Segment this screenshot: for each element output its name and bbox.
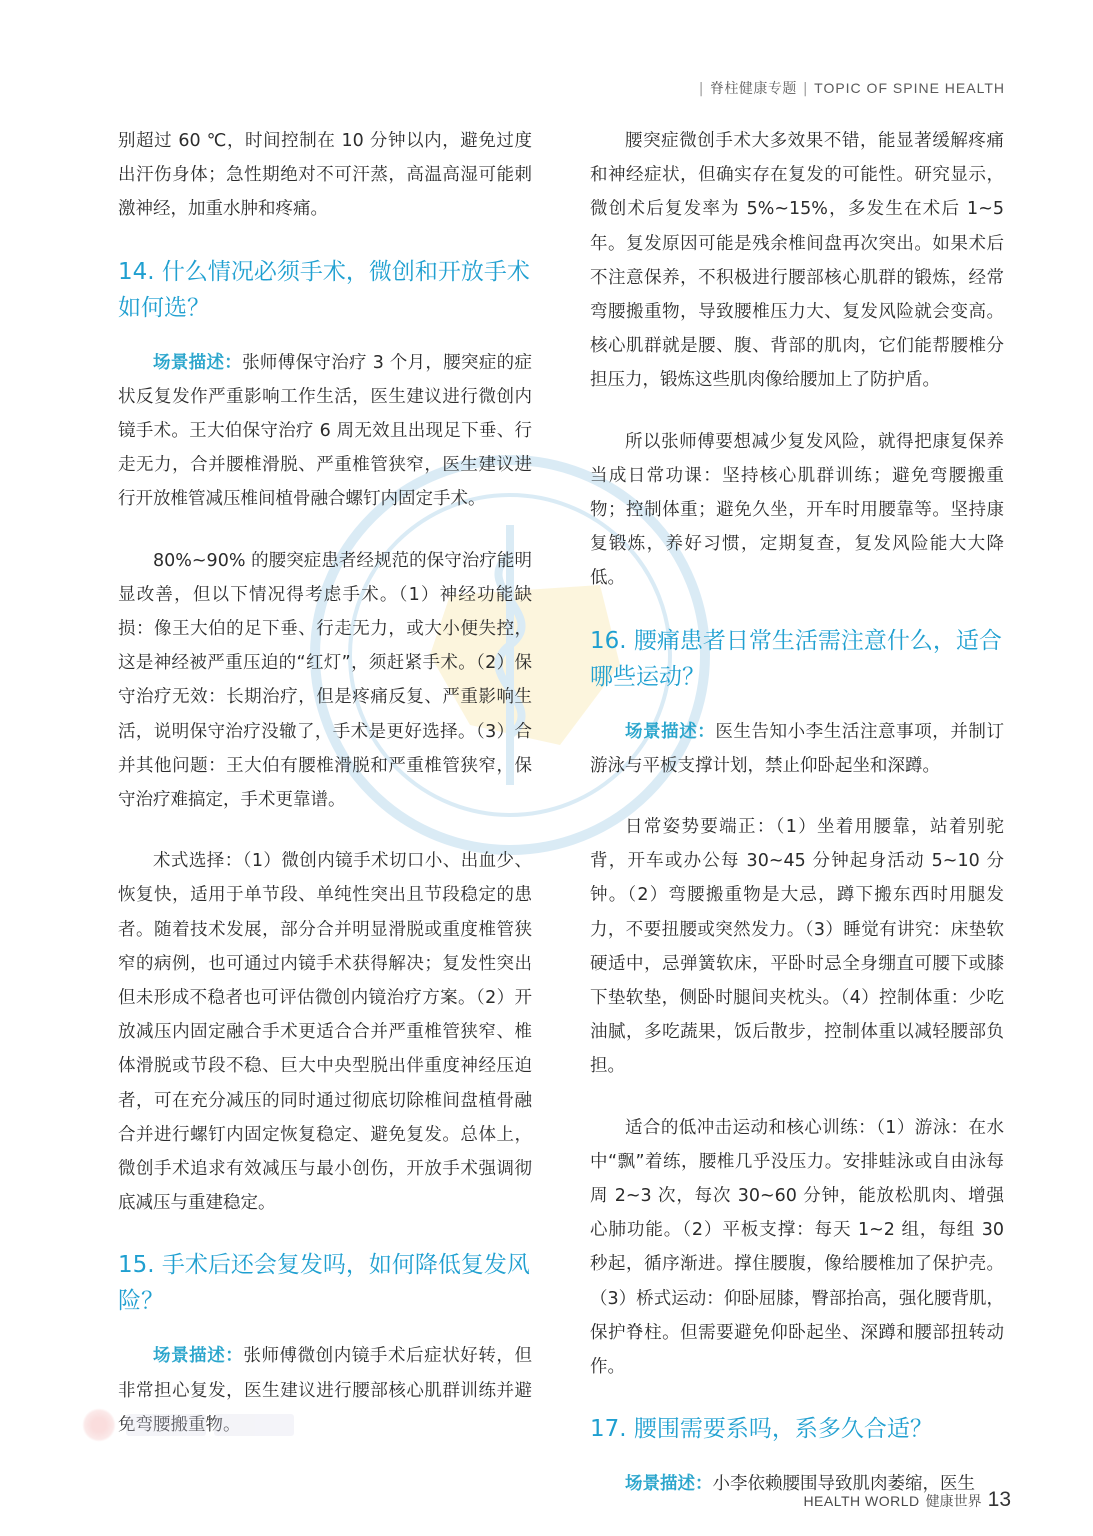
- q17-heading: 17. 腰围需要系吗，系多久合适？: [590, 1416, 933, 1443]
- intro-paragraph: 别超过 60 ℃，时间控制在 10 分钟以内，避免过度出汗伤身体；急性期绝对不可汗蒸，高温高湿可能刺激神经，加重水肿和疼痛。: [118, 131, 532, 220]
- left-column: [118, 124, 532, 1469]
- q16-paragraph-1: 日常姿势要端正：（1）坐着用腰靠，站着别驼背，开车或办公每 30~45 分钟起身活动 5~10 分钟。（2）弯腰搬重物是大忌，蹲下搬东西时用腿发力，不要扭腰或突然发力。（3）睡觉有讲究：床垫软硬适中，忌弹簧软床，平卧时忌全身绷直可腰下或膝下垫软垫，侧卧时腿间夹枕头。（4）控制体重：少吃油腻，多吃蔬果，饭后散步，控制体重以减轻腰部负担。: [590, 817, 1004, 1077]
- q16-heading: 16. 腰痛患者日常生活需注意什么，适合哪些运动？: [590, 627, 1002, 690]
- magazine-name-en: HEALTH WORLD: [803, 1493, 920, 1509]
- scene-text: 张师傅保守治疗 3 个月，腰突症的症状反复发作严重影响工作生活，医生建议进行微创内镜手术。王大伯保守治疗 6 周无效且出现足下垂、行走无力，合并腰椎滑脱、严重椎管狭窄，医生建议进行开放椎管减压椎间植骨融合螺钉内固定手术。: [118, 352, 532, 510]
- scene-label: 场景描述：: [625, 721, 716, 742]
- q15-paragraph-2: 所以张师傅要想减少复发风险，就得把康复保养当成日常功课：坚持核心肌群训练；避免弯腰搬重物；控制体重；避免久坐，开车时用腰靠等。坚持康复锻炼，养好习惯，定期复查，复发风险能大大降低。: [590, 431, 1004, 589]
- page-number: 13: [987, 1488, 1011, 1511]
- scene-label: 场景描述：: [153, 352, 243, 373]
- magazine-name-cn: 健康世界: [925, 1494, 982, 1510]
- flower-logo-icon: [82, 1408, 116, 1442]
- header-section-cn: 脊柱健康专题: [709, 81, 797, 97]
- q15-scene: [118, 1339, 532, 1442]
- running-header: [693, 78, 1005, 98]
- q14-heading: 14. 什么情况必须手术，微创和开放手术如何选？: [118, 258, 530, 321]
- scene-label: 场景描述：: [153, 1346, 244, 1367]
- right-column: [590, 124, 1004, 1529]
- q14-scene: [118, 346, 532, 517]
- q14-paragraph-2: 术式选择：（1）微创内镜手术切口小、出血少、恢复快，适用于单节段、单纯性突出且节段稳定的患者。随着技术发展，部分合并明显滑脱或重度椎管狭窄的病例，也可通过内镜手术获得解决；复发性突出但未形成不稳者也可评估微创内镜治疗方案。（2）开放减压内固定融合手术更适合合并严重椎管狭窄、椎体滑脱或节段不稳、巨大中央型脱出伴重度神经压迫者，可在充分减压的同时通过彻底切除椎间盘植骨融合并进行螺钉内固定恢复稳定、避免复发。总体上，微创手术追求有效减压与最小创伤，开放手术强调彻底减压与重建稳定。: [118, 851, 532, 1214]
- header-divider: |: [802, 81, 809, 97]
- q15-paragraph-1: 腰突症微创手术大多效果不错，能显著缓解疼痛和神经症状，但确实存在复发的可能性。研究显示，微创术后复发率为 5%~15%，多发生在术后 1~5 年。复发原因可能是残余椎间盘再次突出。如果术后不注意保养，不积极进行腰部核心肌群的锻炼，经常弯腰搬重物，导致腰椎压力大、复发风险就会变高。核心肌群就是腰、腹、背部的肌肉，它们能帮腰椎分担压力，锻炼这些肌肉像给腰加上了防护盾。: [590, 131, 1004, 391]
- scene-text: 医生告知小李生活注意事项，并制订游泳与平板支撑计划，禁止仰卧起坐和深蹲。: [590, 721, 1004, 776]
- scene-text: 张师傅微创内镜手术后症状好转，但非常担心复发，医生建议进行腰部核心肌群训练并避免弯腰搬重物。: [118, 1346, 532, 1435]
- q16-scene: [590, 715, 1004, 783]
- running-footer: [803, 1488, 1011, 1512]
- q16-paragraph-2: 适合的低冲击运动和核心训练：（1）游泳：在水中“飘”着练，腰椎几乎没压力。安排蛙泳或自由泳每周 2~3 次，每次 30~60 分钟，能放松肌肉、增强心肺功能。（2）平板支撑：每天 1~2 组，每组 30 秒起，循序渐进。撑住腰腹，像给腰椎加了保护壳。（3）桥式运动：仰卧屈膝，臀部抬高，强化腰背肌，保护脊柱。但需要避免仰卧起坐、深蹲和腰部扭转动作。: [590, 1117, 1004, 1378]
- scene-label: 场景描述：: [625, 1474, 713, 1495]
- scene-text: 小李依赖腰围导致肌肉萎缩，医生: [712, 1474, 975, 1495]
- q14-paragraph-1: 80%~90% 的腰突症患者经规范的保守治疗能明显改善，但以下情况得考虑手术。（1）神经功能缺损：像王大伯的足下垂、行走无力，或大小便失控，这是神经被严重压迫的“红灯”，须赶紧手术。（2）保守治疗无效：长期治疗，但是疼痛反复、严重影响生活，说明保守治疗没辙了，手术是更好选择。（3）合并其他问题：王大伯有腰椎滑脱和严重椎管狭窄，保守治疗难搞定，手术更靠谱。: [118, 550, 532, 811]
- header-section-en: TOPIC OF SPINE HEALTH: [814, 80, 1005, 96]
- q15-heading: 15. 手术后还会复发吗，如何降低复发风险？: [118, 1252, 530, 1315]
- header-divider: |: [698, 81, 704, 97]
